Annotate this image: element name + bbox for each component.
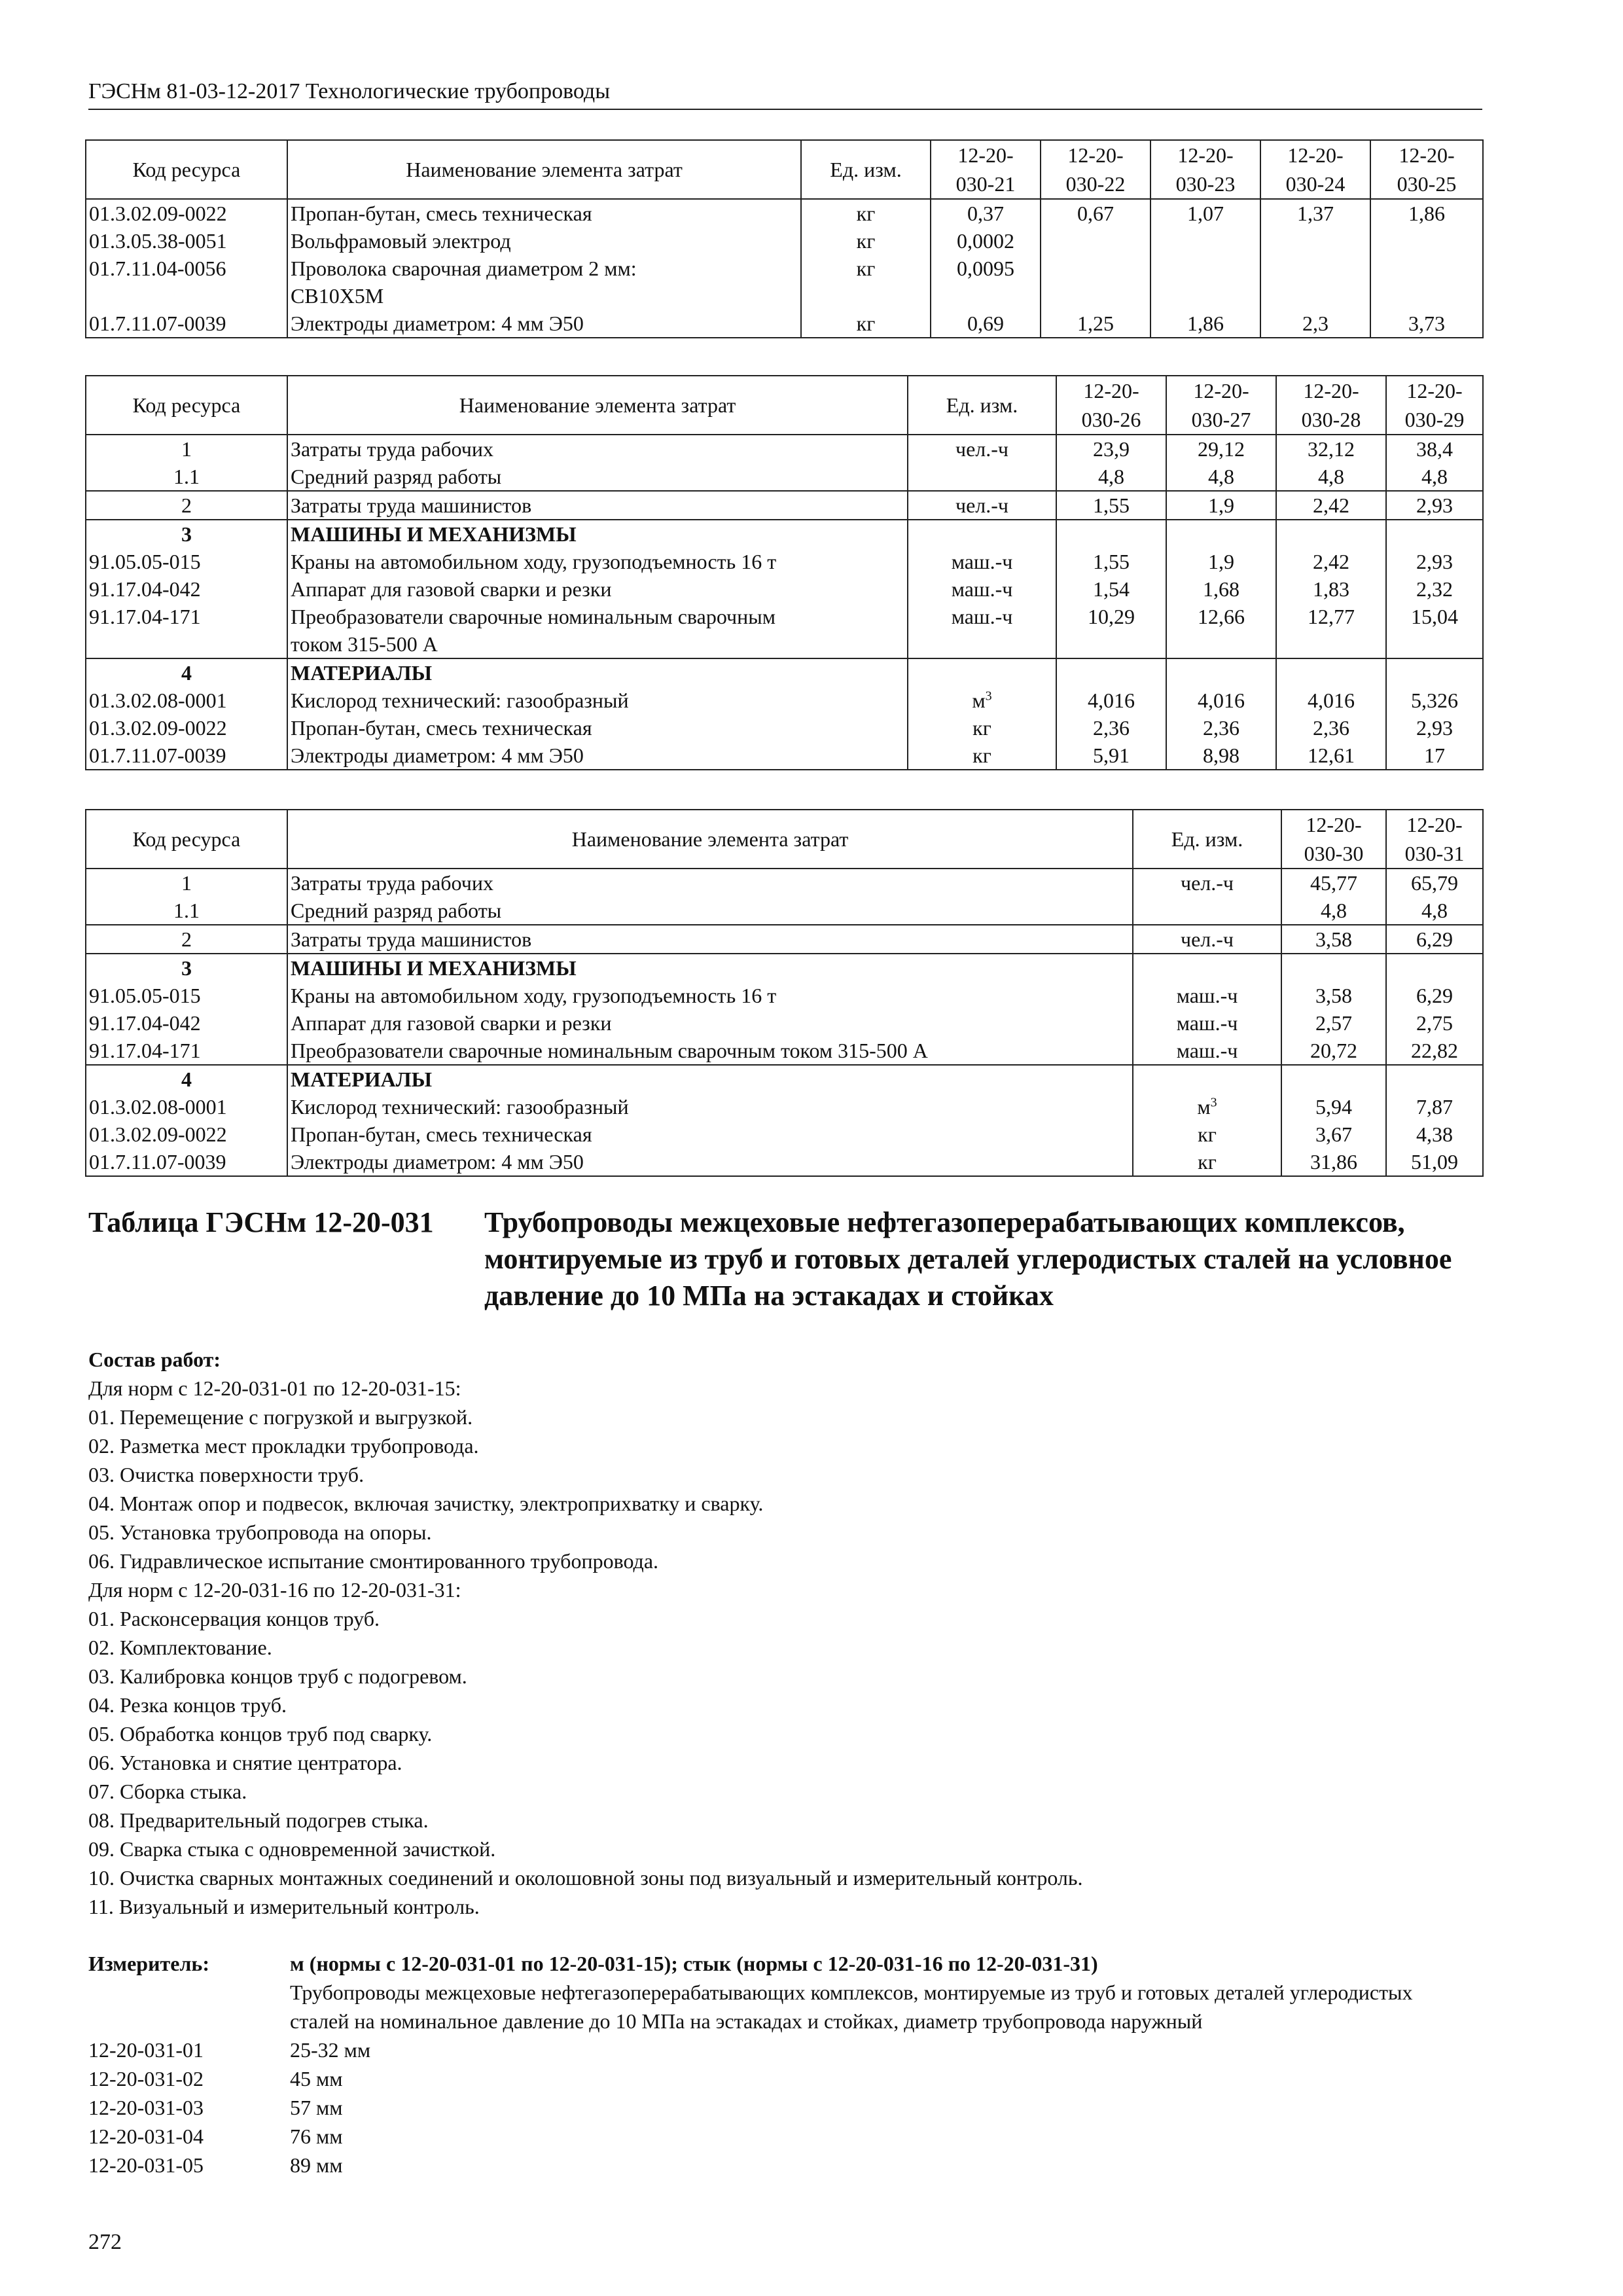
norm-value: 5,94 <box>1281 1093 1386 1121</box>
pipe-diameter: 89 мм <box>290 2153 343 2177</box>
table-row <box>86 1009 1483 1037</box>
work-item: 06. Установка и снятие центратора. <box>88 1751 402 1774</box>
norm-value: 3,58 <box>1281 925 1386 954</box>
norm-value: 22,82 <box>1386 1037 1483 1065</box>
norm-value: 38,4 <box>1386 435 1483 463</box>
col-header-norm: 12-20- 030-27 <box>1166 376 1276 435</box>
norm-value: 4,8 <box>1281 897 1386 925</box>
resource-code: 91.17.04-042 <box>86 575 287 603</box>
work-item: 04. Монтаж опор и подвесок, включая зачистку, электроприхватку и сварку. <box>88 1492 764 1515</box>
norm-value: 4,016 <box>1056 687 1166 714</box>
page-header <box>88 77 1482 110</box>
resource-name: Пропан-бутан, смесь техническая <box>287 199 801 227</box>
norm-value: 1,55 <box>1056 491 1166 520</box>
norm-value: 3,58 <box>1281 982 1386 1009</box>
norm-value <box>1150 227 1260 255</box>
work-composition <box>88 1345 1482 1921</box>
work-item: 09. Сварка стыка с одновременной зачисткой. <box>88 1837 496 1861</box>
table-row <box>86 1093 1483 1121</box>
norm-value: 2,57 <box>1281 1009 1386 1037</box>
col-header-norm: 12-20- 030-24 <box>1260 140 1370 199</box>
measure-item <box>88 2036 1482 2064</box>
norm-value <box>1041 227 1150 255</box>
measure-item <box>88 2122 1482 2151</box>
unit-cell: маш.-ч <box>1133 982 1281 1009</box>
norm-value: 12,77 <box>1276 603 1386 658</box>
work-item: Для норм с 12-20-031-01 по 12-20-031-15: <box>88 1376 461 1400</box>
unit-cell <box>908 520 1056 548</box>
norm-value: 4,8 <box>1166 463 1276 491</box>
table-row <box>86 714 1483 742</box>
measure-description: Трубопроводы межцеховые нефтегазоперерабатывающих комплексов, монтируемые из труб и готовых деталей углеродистых сталей на номинальное давление до 10 МПа на эстакадах и стойках, диаметр трубопровода наружный <box>290 1981 1413 2033</box>
resource-name: Кислород технический: газообразный <box>287 687 908 714</box>
norm-value <box>1281 1065 1386 1093</box>
norm-value: 0,37 <box>931 199 1041 227</box>
col-header-norm: 12-20- 030-22 <box>1041 140 1150 199</box>
resource-name: Аппарат для газовой сварки и резки <box>287 575 908 603</box>
norm-value: 4,8 <box>1386 897 1483 925</box>
resource-code: 01.3.02.09-0022 <box>86 199 287 227</box>
resource-code: 91.17.04-042 <box>86 1009 287 1037</box>
resource-code: 2 <box>86 491 287 520</box>
resource-code: 91.17.04-171 <box>86 1037 287 1065</box>
norm-value <box>1166 658 1276 687</box>
table-row <box>86 435 1483 463</box>
resource-code: 1 <box>86 869 287 897</box>
resource-table-030-21-25 <box>85 139 1484 338</box>
unit-cell <box>1133 1065 1281 1093</box>
page-number: 272 <box>88 2230 122 2254</box>
norm-value: 29,12 <box>1166 435 1276 463</box>
resource-code: 01.3.05.38-0051 <box>86 227 287 255</box>
norm-value: 0,0002 <box>931 227 1041 255</box>
resource-code: 91.05.05-015 <box>86 548 287 575</box>
norm-value: 1,86 <box>1150 310 1260 338</box>
norm-code: 12-20-031-03 <box>88 2096 204 2119</box>
resource-name: Затраты труда машинистов <box>287 925 1133 954</box>
col-header-name: Наименование элемента затрат <box>287 140 801 199</box>
norm-value: 2,42 <box>1276 548 1386 575</box>
table-row <box>86 255 1483 310</box>
unit-cell: кг <box>908 714 1056 742</box>
resource-name: Электроды диаметром: 4 мм Э50 <box>287 742 908 770</box>
resource-name: Краны на автомобильном ходу, грузоподъемность 16 т <box>287 982 1133 1009</box>
work-item: 02. Разметка мест прокладки трубопровода. <box>88 1434 479 1458</box>
unit-cell: чел.-ч <box>908 435 1056 463</box>
resource-name: Аппарат для газовой сварки и резки <box>287 1009 1133 1037</box>
norm-value <box>1370 255 1483 310</box>
resource-name: Пропан-бутан, смесь техническая <box>287 714 908 742</box>
table-row <box>86 491 1483 520</box>
norm-code: 12-20-031-04 <box>88 2125 204 2148</box>
col-header-norm: 12-20- 030-31 <box>1386 810 1483 869</box>
measure-block <box>88 1949 1482 2179</box>
resource-table-030-26-29 <box>85 375 1484 770</box>
table-row <box>86 199 1483 227</box>
measure-label: Измеритель: <box>88 1952 209 1975</box>
norm-value <box>1386 954 1483 982</box>
work-item: 10. Очистка сварных монтажных соединений и околошовной зоны под визуальный и измерительный контроль. <box>88 1866 1083 1890</box>
table-row <box>86 603 1483 658</box>
unit-cell <box>908 463 1056 491</box>
resource-name: МАШИНЫ И МЕХАНИЗМЫ <box>287 520 908 548</box>
resource-code: 1.1 <box>86 463 287 491</box>
norm-value: 2,93 <box>1386 548 1483 575</box>
unit-cell: кг <box>801 227 931 255</box>
resource-code: 01.3.02.08-0001 <box>86 1093 287 1121</box>
resource-name: Вольфрамовый электрод <box>287 227 801 255</box>
norm-value <box>1276 658 1386 687</box>
work-item: 05. Обработка концов труб под сварку. <box>88 1722 433 1746</box>
norm-value: 2,36 <box>1056 714 1166 742</box>
norm-value: 17 <box>1386 742 1483 770</box>
resource-name: МАШИНЫ И МЕХАНИЗМЫ <box>287 954 1133 982</box>
norm-value: 4,8 <box>1276 463 1386 491</box>
col-header-code: Код ресурса <box>86 376 287 435</box>
unit-cell: маш.-ч <box>1133 1009 1281 1037</box>
norm-value: 4,8 <box>1386 463 1483 491</box>
norm-value: 1,9 <box>1166 491 1276 520</box>
resource-code: 01.3.02.09-0022 <box>86 714 287 742</box>
unit-cell: кг <box>801 255 931 310</box>
resource-name: Краны на автомобильном ходу, грузоподъемность 16 т <box>287 548 908 575</box>
unit-cell: чел.-ч <box>1133 925 1281 954</box>
col-header-name: Наименование элемента затрат <box>287 376 908 435</box>
measure-items <box>88 2036 1482 2179</box>
work-item: 05. Установка трубопровода на опоры. <box>88 1520 432 1544</box>
norm-value: 0,67 <box>1041 199 1150 227</box>
resource-name: Средний разряд работы <box>287 897 1133 925</box>
col-header-unit: Ед. изм. <box>1133 810 1281 869</box>
norm-value: 4,8 <box>1056 463 1166 491</box>
norm-value: 1,37 <box>1260 199 1370 227</box>
resource-code: 4 <box>86 658 287 687</box>
norm-value: 2,93 <box>1386 491 1483 520</box>
resource-name: МАТЕРИАЛЫ <box>287 658 908 687</box>
norm-value: 0,0095 <box>931 255 1041 310</box>
norm-value <box>1056 520 1166 548</box>
resource-name: Затраты труда рабочих <box>287 869 1133 897</box>
norm-value: 0,69 <box>931 310 1041 338</box>
norm-value: 51,09 <box>1386 1148 1483 1176</box>
resource-name: Преобразователи сварочные номинальным сварочным током 315-500 А <box>287 603 908 658</box>
resource-name: Затраты труда рабочих <box>287 435 908 463</box>
norm-value: 45,77 <box>1281 869 1386 897</box>
table-row <box>86 954 1483 982</box>
norm-value: 1,55 <box>1056 548 1166 575</box>
unit-cell: чел.-ч <box>1133 869 1281 897</box>
col-header-name: Наименование элемента затрат <box>287 810 1133 869</box>
section-code: Таблица ГЭСНм 12-20-031 <box>88 1206 434 1238</box>
work-item: 02. Комплектование. <box>88 1636 272 1659</box>
col-header-norm: 12-20- 030-29 <box>1386 376 1483 435</box>
unit-cell: маш.-ч <box>908 603 1056 658</box>
norm-code: 12-20-031-05 <box>88 2153 204 2177</box>
col-header-code: Код ресурса <box>86 140 287 199</box>
table-row <box>86 310 1483 338</box>
norm-value <box>1281 954 1386 982</box>
unit-cell <box>908 658 1056 687</box>
resource-name: Электроды диаметром: 4 мм Э50 <box>287 1148 1133 1176</box>
resource-name: Электроды диаметром: 4 мм Э50 <box>287 310 801 338</box>
pipe-diameter: 57 мм <box>290 2096 343 2119</box>
unit-cell: кг <box>1133 1148 1281 1176</box>
resource-code: 01.3.02.08-0001 <box>86 687 287 714</box>
table-row <box>86 1065 1483 1093</box>
document-title: ГЭСНм 81-03-12-2017 Технологические трубопроводы <box>88 79 611 103</box>
table-row <box>86 575 1483 603</box>
pipe-diameter: 45 мм <box>290 2067 343 2090</box>
col-header-unit: Ед. изм. <box>908 376 1056 435</box>
work-item: 01. Расконсервация концов труб. <box>88 1607 380 1630</box>
resource-code: 2 <box>86 925 287 954</box>
resource-name: Средний разряд работы <box>287 463 908 491</box>
resource-code: 01.7.11.04-0056 <box>86 255 287 310</box>
unit-cell <box>1133 954 1281 982</box>
resource-code: 3 <box>86 954 287 982</box>
unit-cell: маш.-ч <box>908 575 1056 603</box>
norm-value <box>1260 227 1370 255</box>
col-header-norm: 12-20- 030-28 <box>1276 376 1386 435</box>
table-row <box>86 658 1483 687</box>
unit-cell: $м^3$ <box>1133 1093 1281 1121</box>
pipe-diameter: 25-32 мм <box>290 2038 371 2062</box>
resource-code: 1 <box>86 435 287 463</box>
table-row <box>86 982 1483 1009</box>
norm-value: 10,29 <box>1056 603 1166 658</box>
norm-value: 2,93 <box>1386 714 1483 742</box>
norm-value: 2,36 <box>1276 714 1386 742</box>
table-row <box>86 742 1483 770</box>
col-header-norm: 12-20- 030-25 <box>1370 140 1483 199</box>
measure-value: м (нормы с 12-20-031-01 по 12-20-031-15); стык (нормы с 12-20-031-16 по 12-20-031-31) <box>290 1952 1098 1975</box>
section-name: Трубопроводы межцеховые нефтегазоперерабатывающих комплексов, монтируемые из труб и готовых деталей углеродистых сталей на условное давление до 10 МПа на эстакадах и стойках <box>484 1206 1452 1312</box>
norm-value: 1,86 <box>1370 199 1483 227</box>
pipe-diameter: 76 мм <box>290 2125 343 2148</box>
norm-value: 23,9 <box>1056 435 1166 463</box>
table-row <box>86 548 1483 575</box>
col-header-unit: Ед. изм. <box>801 140 931 199</box>
unit-cell: маш.-ч <box>908 548 1056 575</box>
norm-value: 2,3 <box>1260 310 1370 338</box>
table-row <box>86 1037 1483 1065</box>
norm-value: 12,61 <box>1276 742 1386 770</box>
resource-code: 91.05.05-015 <box>86 982 287 1009</box>
resource-name: Затраты труда машинистов <box>287 491 908 520</box>
work-item: Для норм с 12-20-031-16 по 12-20-031-31: <box>88 1578 461 1602</box>
table-row <box>86 897 1483 925</box>
norm-value <box>1370 227 1483 255</box>
table-row <box>86 1148 1483 1176</box>
work-item: 07. Сборка стыка. <box>88 1780 247 1803</box>
table-row <box>86 520 1483 548</box>
work-item: 08. Предварительный подогрев стыка. <box>88 1808 429 1832</box>
unit-cell: кг <box>908 742 1056 770</box>
norm-value: 3,73 <box>1370 310 1483 338</box>
unit-cell: кг <box>801 310 931 338</box>
norm-value: 1,25 <box>1041 310 1150 338</box>
resource-code: 01.7.11.07-0039 <box>86 1148 287 1176</box>
norm-value: 2,32 <box>1386 575 1483 603</box>
measure-item <box>88 2064 1482 2093</box>
norm-value: 5,91 <box>1056 742 1166 770</box>
resource-code: 01.3.02.09-0022 <box>86 1121 287 1148</box>
resource-code: 01.7.11.07-0039 <box>86 310 287 338</box>
unit-cell: $м^3$ <box>908 687 1056 714</box>
norm-value <box>1386 1065 1483 1093</box>
table-row <box>86 687 1483 714</box>
resource-name: Пропан-бутан, смесь техническая <box>287 1121 1133 1148</box>
unit-cell: чел.-ч <box>908 491 1056 520</box>
norm-value: 6,29 <box>1386 925 1483 954</box>
table-row <box>86 463 1483 491</box>
unit-cell: кг <box>801 199 931 227</box>
norm-code: 12-20-031-02 <box>88 2067 204 2090</box>
norm-value: 4,38 <box>1386 1121 1483 1148</box>
norm-value: 31,86 <box>1281 1148 1386 1176</box>
norm-value: 2,75 <box>1386 1009 1483 1037</box>
norm-value: 6,29 <box>1386 982 1483 1009</box>
resource-table-030-30-31 <box>85 809 1484 1177</box>
norm-value: 3,67 <box>1281 1121 1386 1148</box>
table-row <box>86 925 1483 954</box>
work-item: 04. Резка концов труб. <box>88 1693 287 1717</box>
norm-value: 5,326 <box>1386 687 1483 714</box>
resource-name: МАТЕРИАЛЫ <box>287 1065 1133 1093</box>
works-heading: Состав работ: <box>88 1348 221 1371</box>
unit-cell: кг <box>1133 1121 1281 1148</box>
unit-cell <box>1133 897 1281 925</box>
norm-value: 12,66 <box>1166 603 1276 658</box>
norm-value: 8,98 <box>1166 742 1276 770</box>
col-header-norm: 12-20- 030-23 <box>1150 140 1260 199</box>
table-row <box>86 227 1483 255</box>
resource-name: Преобразователи сварочные номинальным сварочным током 315-500 А <box>287 1037 1133 1065</box>
table-row <box>86 869 1483 897</box>
norm-value <box>1276 520 1386 548</box>
norm-value: 20,72 <box>1281 1037 1386 1065</box>
norm-value <box>1386 658 1483 687</box>
norm-value <box>1056 658 1166 687</box>
work-item: 01. Перемещение с погрузкой и выгрузкой. <box>88 1405 473 1429</box>
norm-value: 1,68 <box>1166 575 1276 603</box>
measure-item <box>88 2093 1482 2122</box>
work-item: 03. Очистка поверхности труб. <box>88 1463 365 1486</box>
norm-value <box>1041 255 1150 310</box>
resource-code: 4 <box>86 1065 287 1093</box>
norm-value: 1,9 <box>1166 548 1276 575</box>
resource-name: Проволока сварочная диаметром 2 мм: СВ10Х5М <box>287 255 801 310</box>
resource-code: 3 <box>86 520 287 548</box>
norm-code: 12-20-031-01 <box>88 2038 204 2062</box>
resource-code: 91.17.04-171 <box>86 603 287 658</box>
work-item: 03. Калибровка концов труб с подогревом. <box>88 1664 467 1688</box>
unit-cell: маш.-ч <box>1133 1037 1281 1065</box>
norm-value: 32,12 <box>1276 435 1386 463</box>
norm-value <box>1150 255 1260 310</box>
table-row <box>86 1121 1483 1148</box>
norm-value: 2,42 <box>1276 491 1386 520</box>
resource-name: Кислород технический: газообразный <box>287 1093 1133 1121</box>
norm-value: 1,54 <box>1056 575 1166 603</box>
works-list <box>88 1374 1482 1921</box>
norm-value: 4,016 <box>1276 687 1386 714</box>
col-header-code: Код ресурса <box>86 810 287 869</box>
norm-value <box>1166 520 1276 548</box>
norm-value: 65,79 <box>1386 869 1483 897</box>
resource-code: 1.1 <box>86 897 287 925</box>
norm-value: 7,87 <box>1386 1093 1483 1121</box>
norm-value <box>1386 520 1483 548</box>
norm-value: 2,36 <box>1166 714 1276 742</box>
norm-value: 1,07 <box>1150 199 1260 227</box>
work-item: 06. Гидравлическое испытание смонтированного трубопровода. <box>88 1549 659 1573</box>
norm-value <box>1260 255 1370 310</box>
col-header-norm: 12-20- 030-21 <box>931 140 1041 199</box>
resource-code: 01.7.11.07-0039 <box>86 742 287 770</box>
norm-value: 1,83 <box>1276 575 1386 603</box>
measure-item <box>88 2151 1482 2179</box>
norm-value: 15,04 <box>1386 603 1483 658</box>
col-header-norm: 12-20- 030-30 <box>1281 810 1386 869</box>
col-header-norm: 12-20- 030-26 <box>1056 376 1166 435</box>
work-item: 11. Визуальный и измерительный контроль. <box>88 1895 480 1918</box>
norm-value: 4,016 <box>1166 687 1276 714</box>
